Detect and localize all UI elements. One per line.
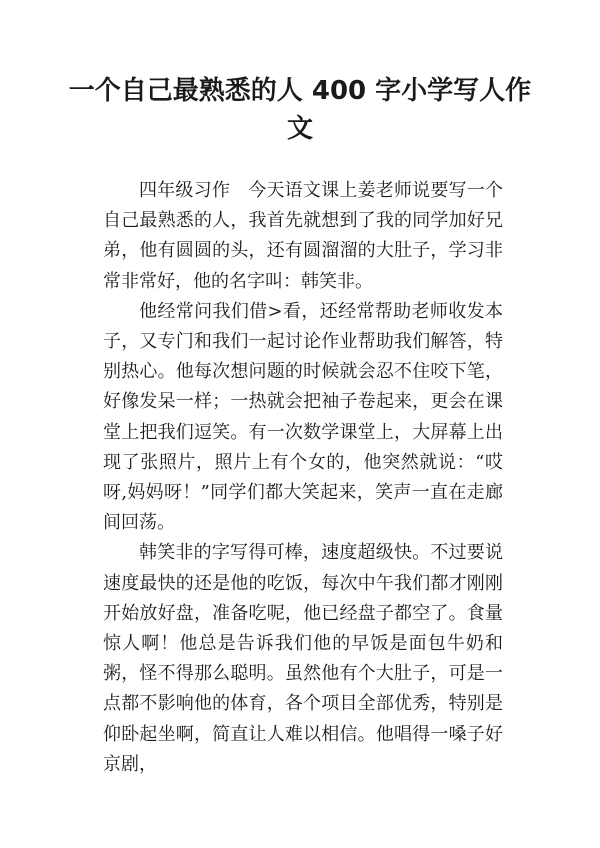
document-title: 一个自己最熟悉的人 400 字小学写人作文 <box>68 76 532 144</box>
paragraph-1: 四年级习作 今天语文课上姜老师说要写一个自己最熟悉的人，我首先就想到了我的同学加好兄弟，他有圆圆的头，还有圆溜溜的大肚子，学习非常非常好，他的名字叫：韩笑非。 <box>103 180 503 292</box>
paragraph-3: 韩笑非的字写得可棒，速度超级快。不过要说速度最快的还是他的吃饭，每次中午我们都才刚刚开始放好盘，准备吃呢，他已经盘子都空了。食量惊人啊！他总是告诉我们他的早饭是面包牛奶和粥，怪不得那么聪明。虽然他有个大肚子，可是一点都不影响他的体育，各个项目全部优秀，特别是仰卧起坐啊，简直让人难以相信。他唱得一嗓子好京剧， <box>103 542 503 775</box>
paragraph-2: 他经常问我们借>看，还经常帮助老师收发本子，又专门和我们一起讨论作业帮助我们解答，特别热心。他每次想问题的时候就会忍不住咬下笔，好像发呆一样；一热就会把袖子卷起来，更会在课堂上把我们逗笑。有一次数学课堂上，大屏幕上出现了张照片，照片上有个女的，他突然就说：“哎呀,妈妈呀！”同学们都大笑起来，笑声一直在走廊间回荡。 <box>103 300 503 534</box>
document-body <box>103 176 503 780</box>
